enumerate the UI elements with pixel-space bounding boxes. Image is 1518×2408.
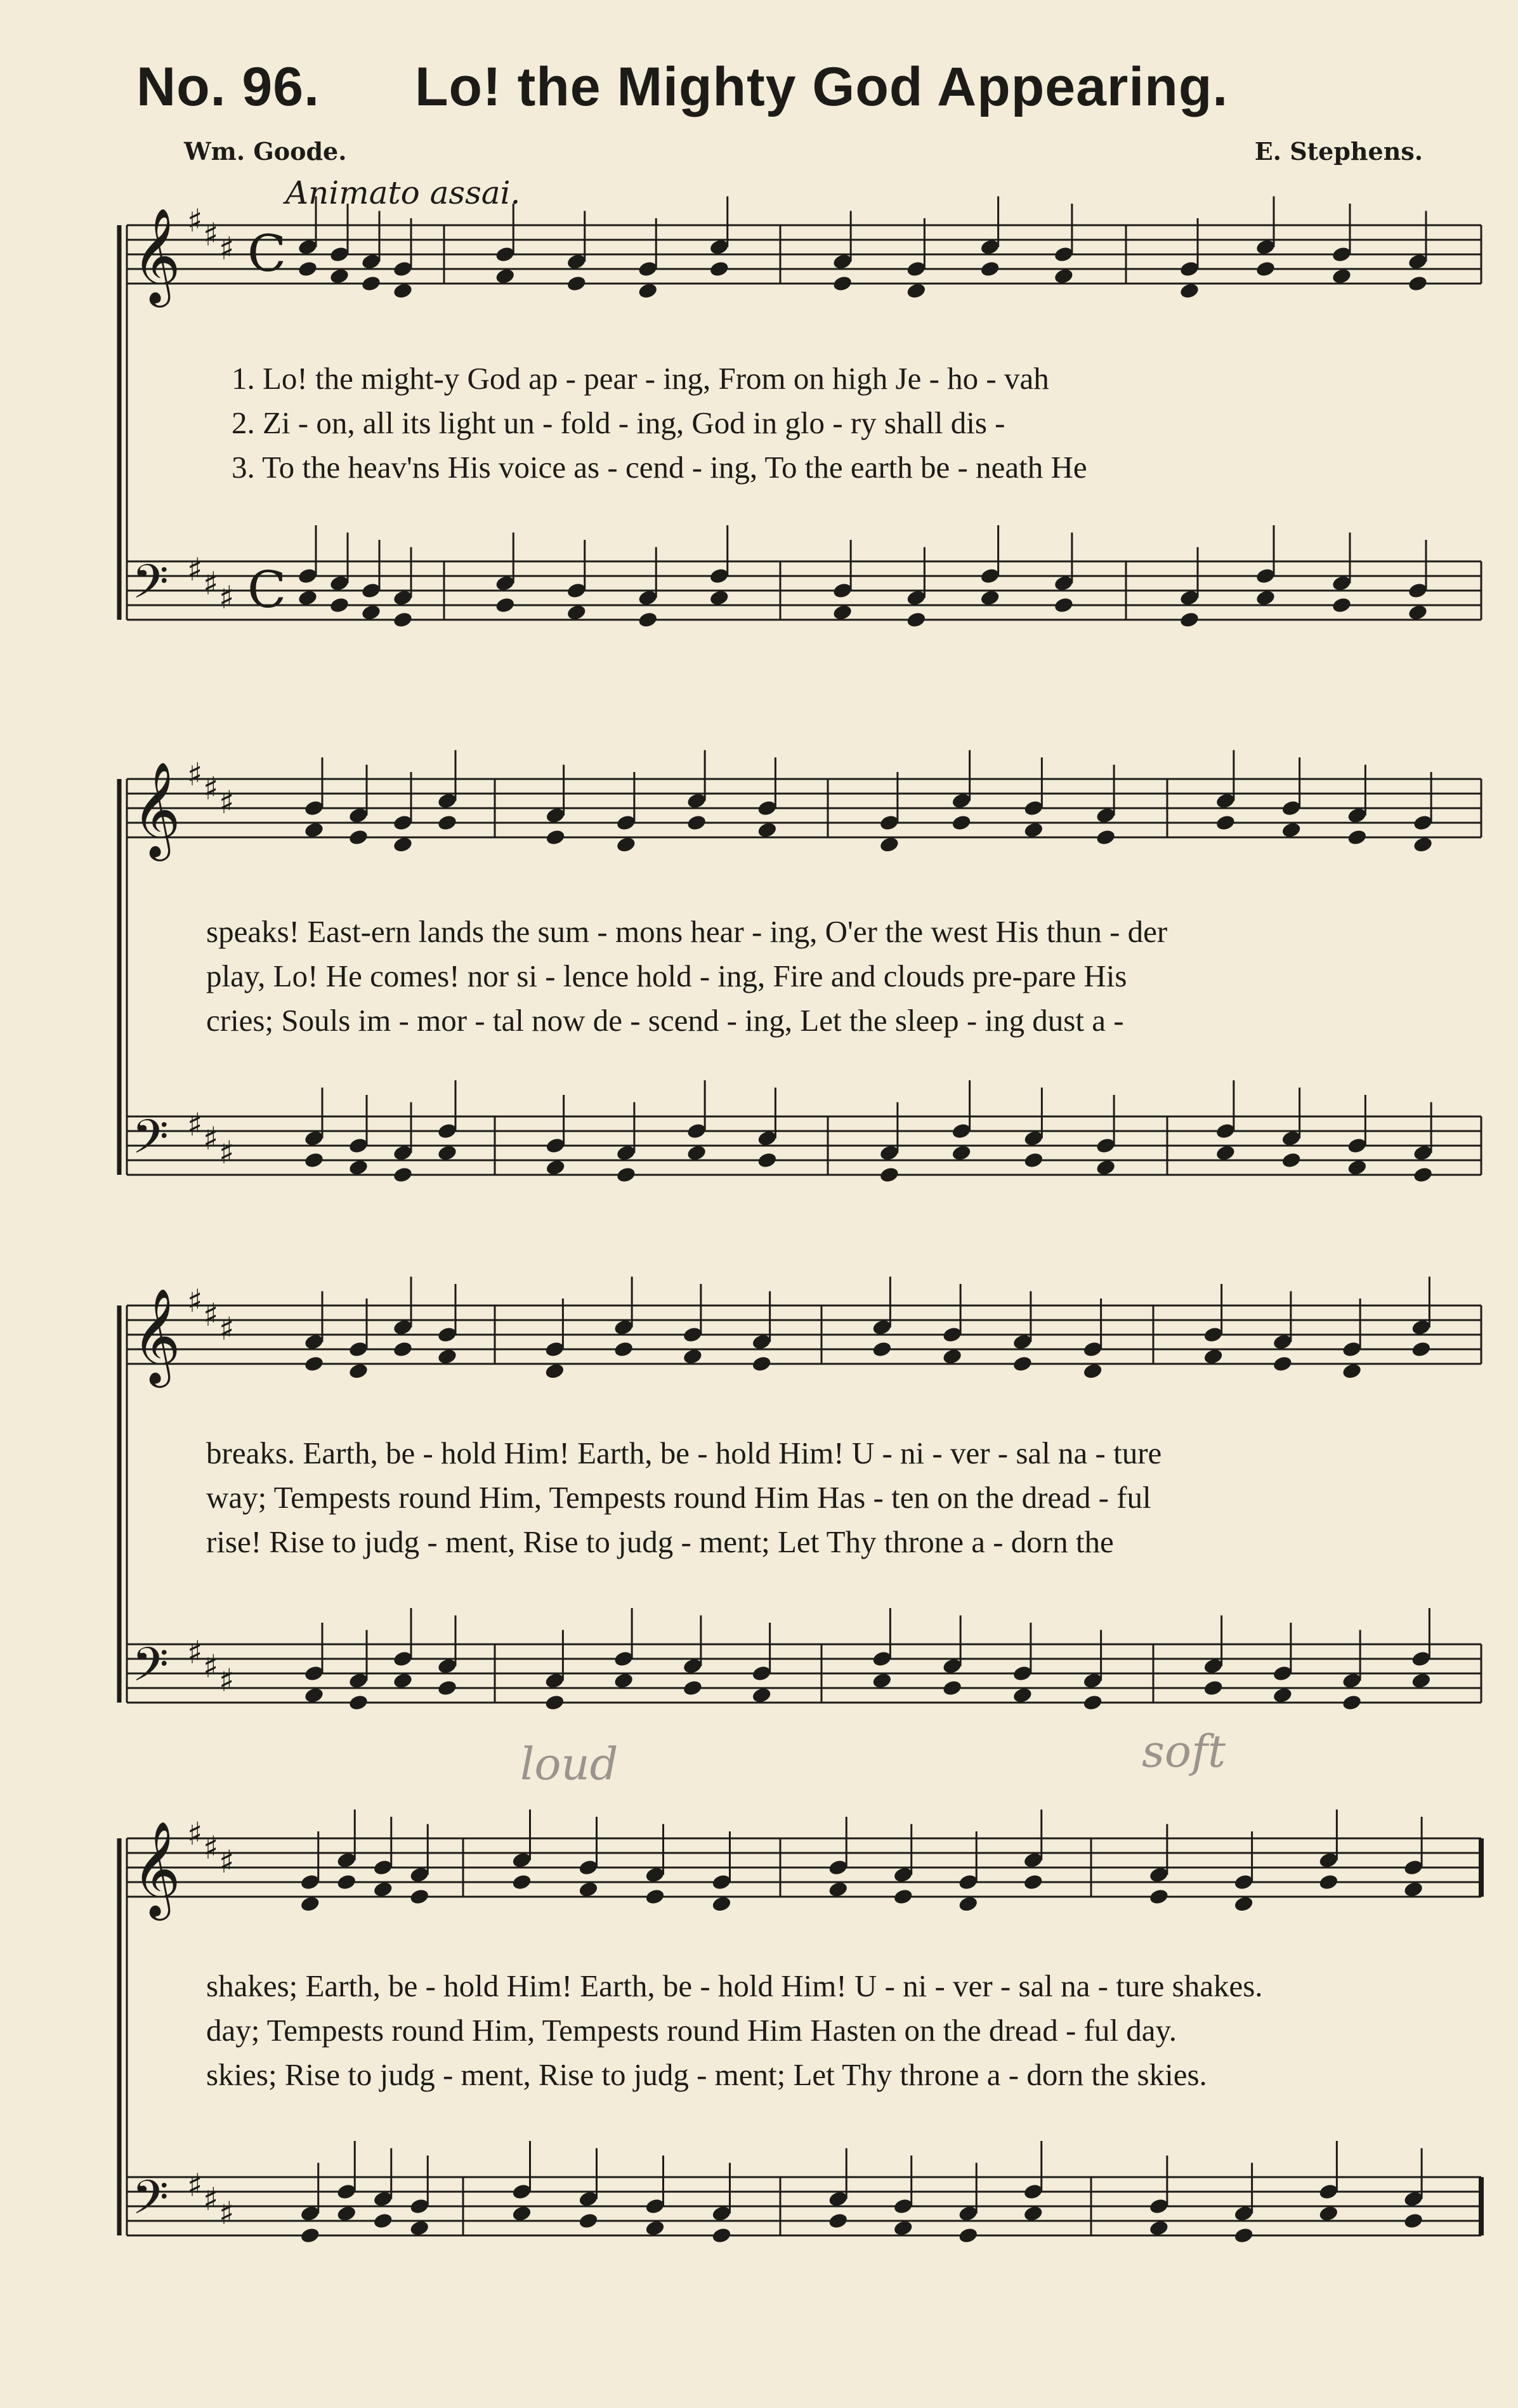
handwritten-note-soft: soft — [1142, 1725, 1226, 1777]
words-credit: Wm. Goode. — [184, 137, 347, 166]
note-head — [1413, 1166, 1434, 1184]
note-head — [638, 611, 658, 629]
lyric-line: breaks. Earth, be - hold Him! Earth, be - hold Him! U - ni - ver - sal na - ture — [206, 1436, 1162, 1470]
note-head — [1215, 1144, 1236, 1161]
note-head — [566, 603, 587, 621]
note-head — [578, 2212, 599, 2230]
note-head — [1331, 267, 1352, 285]
sharp-sign: ♯ — [187, 1106, 203, 1143]
note-head — [303, 1686, 324, 1704]
sharp-sign: ♯ — [203, 1829, 219, 1866]
lyric-line: day; Tempests round Him, Tempests round Him Hasten on the dread - ful day. — [206, 2013, 1177, 2048]
note-head — [511, 1873, 532, 1891]
note-head — [336, 1873, 357, 1891]
sharp-sign: ♯ — [203, 770, 219, 807]
lyric-line: cries; Souls im - mor - tal now de - scend - ing, Let the sleep - ing dust a - — [206, 1003, 1124, 1038]
note-head — [360, 275, 381, 292]
note-head — [329, 596, 350, 614]
note-head — [1342, 1694, 1363, 1711]
note-head — [832, 275, 853, 292]
sharp-sign: ♯ — [187, 1816, 203, 1852]
note-head — [1272, 1355, 1293, 1373]
note-head — [757, 821, 778, 839]
note-head — [832, 603, 853, 621]
note-head — [1096, 1158, 1116, 1176]
sharp-sign: ♯ — [219, 1134, 235, 1171]
sharp-sign: ♯ — [203, 2181, 219, 2218]
note-head — [942, 1679, 963, 1697]
lyric-line: rise! Rise to judg - ment, Rise to judg - ment; Let Thy throne a - dorn the — [206, 1524, 1114, 1559]
note-head — [1012, 1686, 1033, 1704]
note-head — [1255, 589, 1276, 606]
note-head — [409, 1888, 430, 1906]
note-head — [615, 835, 636, 853]
note-head — [1203, 1679, 1224, 1697]
note-head — [958, 1895, 979, 1913]
time-signature: C — [247, 224, 287, 283]
note-head — [1255, 260, 1276, 278]
note-head — [297, 260, 318, 278]
note-head — [979, 260, 1000, 278]
note-head — [544, 1362, 565, 1380]
note-head — [979, 589, 1000, 606]
sharp-sign: ♯ — [219, 579, 235, 616]
note-head — [1331, 596, 1352, 614]
note-head — [1082, 1694, 1103, 1711]
lyric-line: way; Tempests round Him, Tempests round Him Has - ten on the dread - ful — [206, 1480, 1151, 1515]
note-head — [644, 1888, 665, 1906]
note-head — [1148, 2219, 1169, 2237]
lyric-line: play, Lo! He comes! nor si - lence hold - ing, Fire and clouds pre-pare His — [206, 959, 1127, 993]
note-head — [436, 1347, 457, 1365]
note-head — [958, 2227, 979, 2244]
sharp-sign: ♯ — [187, 1634, 203, 1671]
note-head — [392, 1166, 413, 1184]
note-head — [1148, 1888, 1169, 1906]
note-head — [436, 814, 457, 832]
note-head — [495, 596, 516, 614]
note-head — [545, 828, 566, 846]
lyric-line: skies; Rise to judg - ment, Rise to judg - ment; Let Thy throne a - dorn the skies. — [206, 2057, 1207, 2092]
note-head — [299, 1895, 320, 1913]
note-head — [872, 1672, 893, 1689]
lyric-line: speaks! East-ern lands the sum - mons hear - ing, O'er the west His thun - der — [206, 914, 1168, 949]
note-head — [879, 1166, 900, 1184]
sharp-sign: ♯ — [203, 216, 219, 253]
hymn-title: Lo! the Mighty God Appearing. — [414, 56, 1229, 117]
note-head — [893, 1888, 913, 1906]
bass-clef: 𝄢 — [132, 554, 169, 621]
sharp-sign: ♯ — [187, 2167, 203, 2204]
note-head — [906, 611, 927, 629]
note-head — [751, 1686, 772, 1704]
note-head — [906, 282, 927, 299]
note-head — [711, 2227, 732, 2244]
note-head — [1407, 603, 1428, 621]
tempo-marking: Animato assai. — [285, 174, 521, 211]
note-head — [1318, 1873, 1339, 1891]
note-head — [299, 2227, 320, 2244]
sharp-sign: ♯ — [187, 551, 203, 588]
note-head — [1179, 611, 1200, 629]
sharp-sign: ♯ — [187, 202, 203, 239]
note-head — [1403, 2212, 1424, 2230]
handwritten-note-loud: loud — [520, 1738, 618, 1790]
note-head — [303, 1355, 324, 1373]
note-head — [1012, 1355, 1033, 1373]
note-head — [613, 1340, 634, 1358]
note-head — [336, 2204, 357, 2222]
note-head — [544, 1694, 565, 1711]
note-head — [1053, 596, 1074, 614]
sharp-sign: ♯ — [187, 1283, 203, 1319]
note-head — [644, 2219, 665, 2237]
sharp-sign: ♯ — [203, 565, 219, 602]
note-head — [1023, 1873, 1044, 1891]
lyric-line: 3. To the heav'ns His voice as - cend - ing, To the earth be - neath He — [232, 450, 1087, 485]
note-head — [1403, 1880, 1424, 1898]
note-head — [1082, 1362, 1103, 1380]
lyric-line: 2. Zi - on, all its light un - fold - ing, God in glo - ry shall dis - — [232, 405, 1005, 440]
note-head — [1233, 1895, 1254, 1913]
note-head — [436, 1144, 457, 1161]
note-head — [1413, 835, 1434, 853]
sharp-sign: ♯ — [219, 784, 235, 821]
treble-clef: 𝄞 — [132, 207, 181, 303]
time-signature: C — [247, 560, 287, 619]
note-head — [329, 267, 350, 285]
note-head — [392, 611, 413, 629]
note-head — [686, 814, 707, 832]
note-head — [348, 1362, 369, 1380]
note-head — [682, 1347, 703, 1365]
note-head — [951, 814, 972, 832]
note-head — [1179, 282, 1200, 299]
bass-clef: 𝄢 — [132, 1109, 169, 1176]
note-head — [360, 603, 381, 621]
note-head — [942, 1347, 963, 1365]
note-head — [709, 260, 730, 278]
note-head — [828, 2212, 849, 2230]
note-head — [297, 589, 318, 606]
note-head — [1203, 1347, 1224, 1365]
note-head — [893, 2219, 913, 2237]
note-head — [751, 1355, 772, 1373]
note-head — [615, 1166, 636, 1184]
note-head — [1411, 1340, 1432, 1358]
note-head — [828, 1880, 849, 1898]
note-head — [1281, 821, 1302, 839]
sharp-sign: ♯ — [187, 756, 203, 793]
note-head — [495, 267, 516, 285]
sharp-sign: ♯ — [203, 1297, 219, 1333]
note-head — [392, 835, 413, 853]
note-head — [682, 1679, 703, 1697]
note-head — [1407, 275, 1428, 292]
note-head — [392, 1340, 413, 1358]
sharp-sign: ♯ — [219, 1662, 235, 1699]
note-head — [566, 275, 587, 292]
note-head — [1233, 2227, 1254, 2244]
note-head — [303, 821, 324, 839]
note-head — [1342, 1362, 1363, 1380]
note-head — [372, 2212, 393, 2230]
note-head — [511, 2204, 532, 2222]
music-credit: E. Stephens. — [1254, 137, 1423, 166]
lyric-line: 1. Lo! the might-y God ap - pear - ing, From on high Je - ho - vah — [232, 361, 1049, 396]
note-head — [436, 1679, 457, 1697]
note-head — [951, 1144, 972, 1161]
note-head — [1318, 2204, 1339, 2222]
sharp-sign: ♯ — [219, 1843, 235, 1880]
bass-clef: 𝄢 — [132, 2170, 169, 2237]
note-head — [709, 589, 730, 606]
note-head — [1023, 821, 1044, 839]
bass-clef: 𝄢 — [132, 1637, 169, 1704]
treble-clef: 𝄞 — [132, 1287, 181, 1384]
treble-clef: 𝄞 — [132, 1820, 181, 1916]
hymn-number: No. 96. — [136, 56, 320, 117]
note-head — [757, 1151, 778, 1169]
sharp-sign: ♯ — [219, 1311, 235, 1347]
note-head — [1411, 1672, 1432, 1689]
sharp-sign: ♯ — [203, 1120, 219, 1157]
note-head — [1281, 1151, 1302, 1169]
note-head — [1096, 828, 1116, 846]
sharp-sign: ♯ — [203, 1648, 219, 1685]
note-head — [1347, 1158, 1368, 1176]
note-head — [1272, 1686, 1293, 1704]
note-head — [1347, 828, 1368, 846]
note-head — [1023, 2204, 1044, 2222]
note-head — [392, 1672, 413, 1689]
lyric-line: shakes; Earth, be - hold Him! Earth, be - hold Him! U - ni - ver - sal na - ture shakes. — [206, 1968, 1263, 2003]
note-head — [638, 282, 658, 299]
note-head — [372, 1880, 393, 1898]
note-head — [613, 1672, 634, 1689]
note-head — [872, 1340, 893, 1358]
sharp-sign: ♯ — [219, 2195, 235, 2232]
note-head — [711, 1895, 732, 1913]
note-head — [1215, 814, 1236, 832]
note-head — [1023, 1151, 1044, 1169]
note-head — [545, 1158, 566, 1176]
note-head — [578, 1880, 599, 1898]
sharp-sign: ♯ — [219, 230, 235, 267]
note-head — [879, 835, 900, 853]
note-head — [348, 1694, 369, 1711]
note-head — [348, 1158, 369, 1176]
note-head — [392, 282, 413, 299]
note-head — [348, 828, 369, 846]
treble-clef: 𝄞 — [132, 761, 181, 857]
note-head — [409, 2219, 430, 2237]
note-head — [686, 1144, 707, 1161]
note-head — [1053, 267, 1074, 285]
note-head — [303, 1151, 324, 1169]
